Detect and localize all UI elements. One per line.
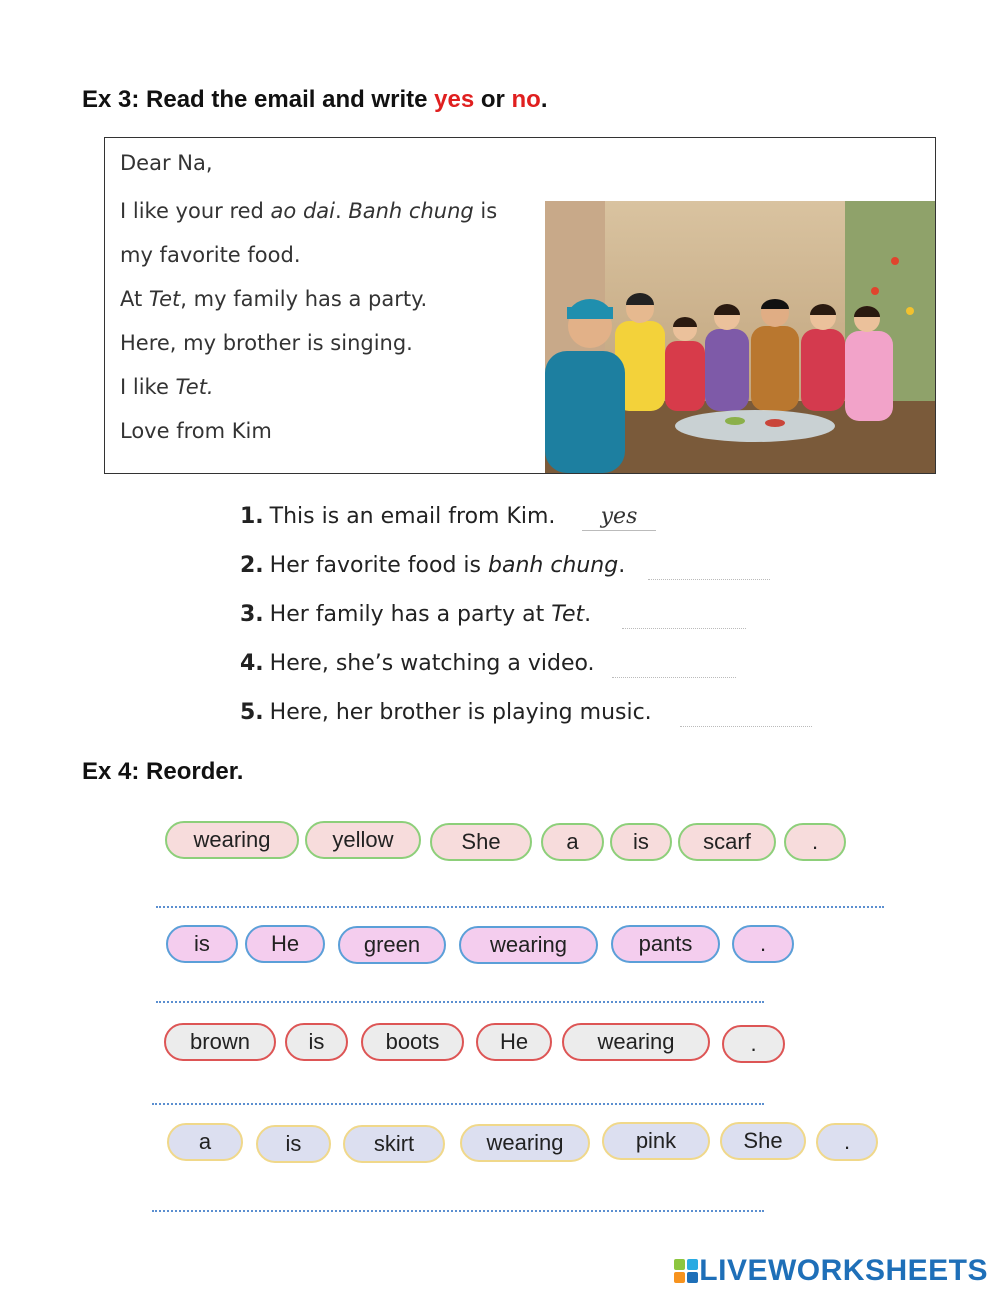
word-tile[interactable]: green xyxy=(338,926,446,964)
email-line-1-c: . xyxy=(334,199,349,223)
email-line-1-a: I like your red xyxy=(120,199,271,223)
question-2-text-c: . xyxy=(618,553,626,578)
word-tile[interactable]: wearing xyxy=(562,1023,710,1061)
word-tile[interactable]: is xyxy=(610,823,672,861)
logo-text: LIVEWORKSHEETS xyxy=(699,1254,988,1287)
email-line-4: Here, my brother is singing. xyxy=(120,331,413,355)
email-line-1 xyxy=(120,199,497,223)
word-tile[interactable]: a xyxy=(167,1123,243,1161)
ex3-heading-period: . xyxy=(540,86,548,113)
question-3-text-b: Tet xyxy=(551,602,585,627)
email-line-3-c: , my family has a party. xyxy=(180,287,428,311)
answer-3-field[interactable] xyxy=(622,602,746,629)
email-line-5 xyxy=(120,375,214,399)
word-tile[interactable]: . xyxy=(816,1123,878,1161)
word-tile[interactable]: She xyxy=(430,823,532,861)
word-tile[interactable]: is xyxy=(285,1023,348,1061)
email-line-3-b: Tet xyxy=(148,287,181,311)
answer-2-field[interactable] xyxy=(648,553,770,580)
question-5 xyxy=(240,700,652,725)
email-line-1-e: is xyxy=(473,199,498,223)
word-tile[interactable]: He xyxy=(476,1023,552,1061)
word-tile[interactable]: . xyxy=(732,925,794,963)
question-1-text: This is an email from Kim. xyxy=(269,504,556,529)
word-tile[interactable]: She xyxy=(720,1122,806,1160)
question-1-number: 1. xyxy=(240,504,264,529)
word-tile[interactable]: . xyxy=(722,1025,785,1063)
answer-5-field[interactable] xyxy=(680,700,812,727)
email-line-5-b: Tet. xyxy=(175,375,214,399)
word-tile[interactable]: He xyxy=(245,925,325,963)
word-tile[interactable]: a xyxy=(541,823,604,861)
email-greeting: Dear Na, xyxy=(120,151,213,175)
word-tile[interactable]: boots xyxy=(361,1023,464,1061)
answer-4-field[interactable] xyxy=(612,651,736,678)
question-4 xyxy=(240,651,595,676)
email-line-2: my favorite food. xyxy=(120,243,301,267)
word-tile[interactable]: skirt xyxy=(343,1125,445,1163)
question-3 xyxy=(240,602,591,627)
email-line-5-a: I like xyxy=(120,375,176,399)
family-photo-illustration xyxy=(545,201,935,473)
word-tile[interactable]: is xyxy=(256,1125,331,1163)
word-tile[interactable]: is xyxy=(166,925,238,963)
ex3-heading-or: or xyxy=(474,86,512,113)
question-5-text: Here, her brother is playing music. xyxy=(269,700,652,725)
answer-line-2[interactable] xyxy=(156,1001,764,1003)
word-tile[interactable]: . xyxy=(784,823,846,861)
word-tile[interactable]: yellow xyxy=(305,821,421,859)
question-2-text-b: banh chung xyxy=(488,553,619,578)
word-tile[interactable]: scarf xyxy=(678,823,776,861)
ex3-heading-yes: yes xyxy=(434,86,475,113)
email-line-1-b: ao dai xyxy=(270,199,335,223)
word-tile[interactable]: wearing xyxy=(165,821,299,859)
email-line-3 xyxy=(120,287,427,311)
question-3-text-a: Her family has a party at xyxy=(269,602,552,627)
answer-line-3[interactable] xyxy=(152,1103,764,1105)
ex3-heading-no: no xyxy=(511,86,541,113)
word-tile[interactable]: pants xyxy=(611,925,720,963)
question-2-number: 2. xyxy=(240,553,264,578)
question-3-number: 3. xyxy=(240,602,264,627)
word-tile[interactable]: pink xyxy=(602,1122,710,1160)
question-4-number: 4. xyxy=(240,651,264,676)
word-tile[interactable]: wearing xyxy=(460,1124,590,1162)
answer-line-4[interactable] xyxy=(152,1210,764,1212)
word-tile[interactable]: brown xyxy=(164,1023,276,1061)
word-tile[interactable]: wearing xyxy=(459,926,598,964)
email-line-1-d: Banh chung xyxy=(348,199,474,223)
answer-1-field[interactable]: yes xyxy=(582,504,656,531)
question-3-text-c: . xyxy=(584,602,592,627)
question-1 xyxy=(240,504,555,529)
family-photo xyxy=(545,201,935,473)
ex3-heading-prefix: Ex 3: Read the email and write xyxy=(82,86,435,113)
email-line-3-a: At xyxy=(120,287,149,311)
answer-line-1[interactable] xyxy=(156,906,884,908)
question-4-text: Here, she’s watching a video. xyxy=(269,651,595,676)
email-signoff: Love from Kim xyxy=(120,419,272,443)
question-2 xyxy=(240,553,625,578)
question-5-number: 5. xyxy=(240,700,264,725)
liveworksheets-logo xyxy=(673,1254,988,1288)
ex3-heading xyxy=(82,86,548,114)
question-2-text-a: Her favorite food is xyxy=(269,553,488,578)
ex4-heading: Ex 4: Reorder. xyxy=(82,758,244,785)
logo-icon xyxy=(673,1258,699,1284)
